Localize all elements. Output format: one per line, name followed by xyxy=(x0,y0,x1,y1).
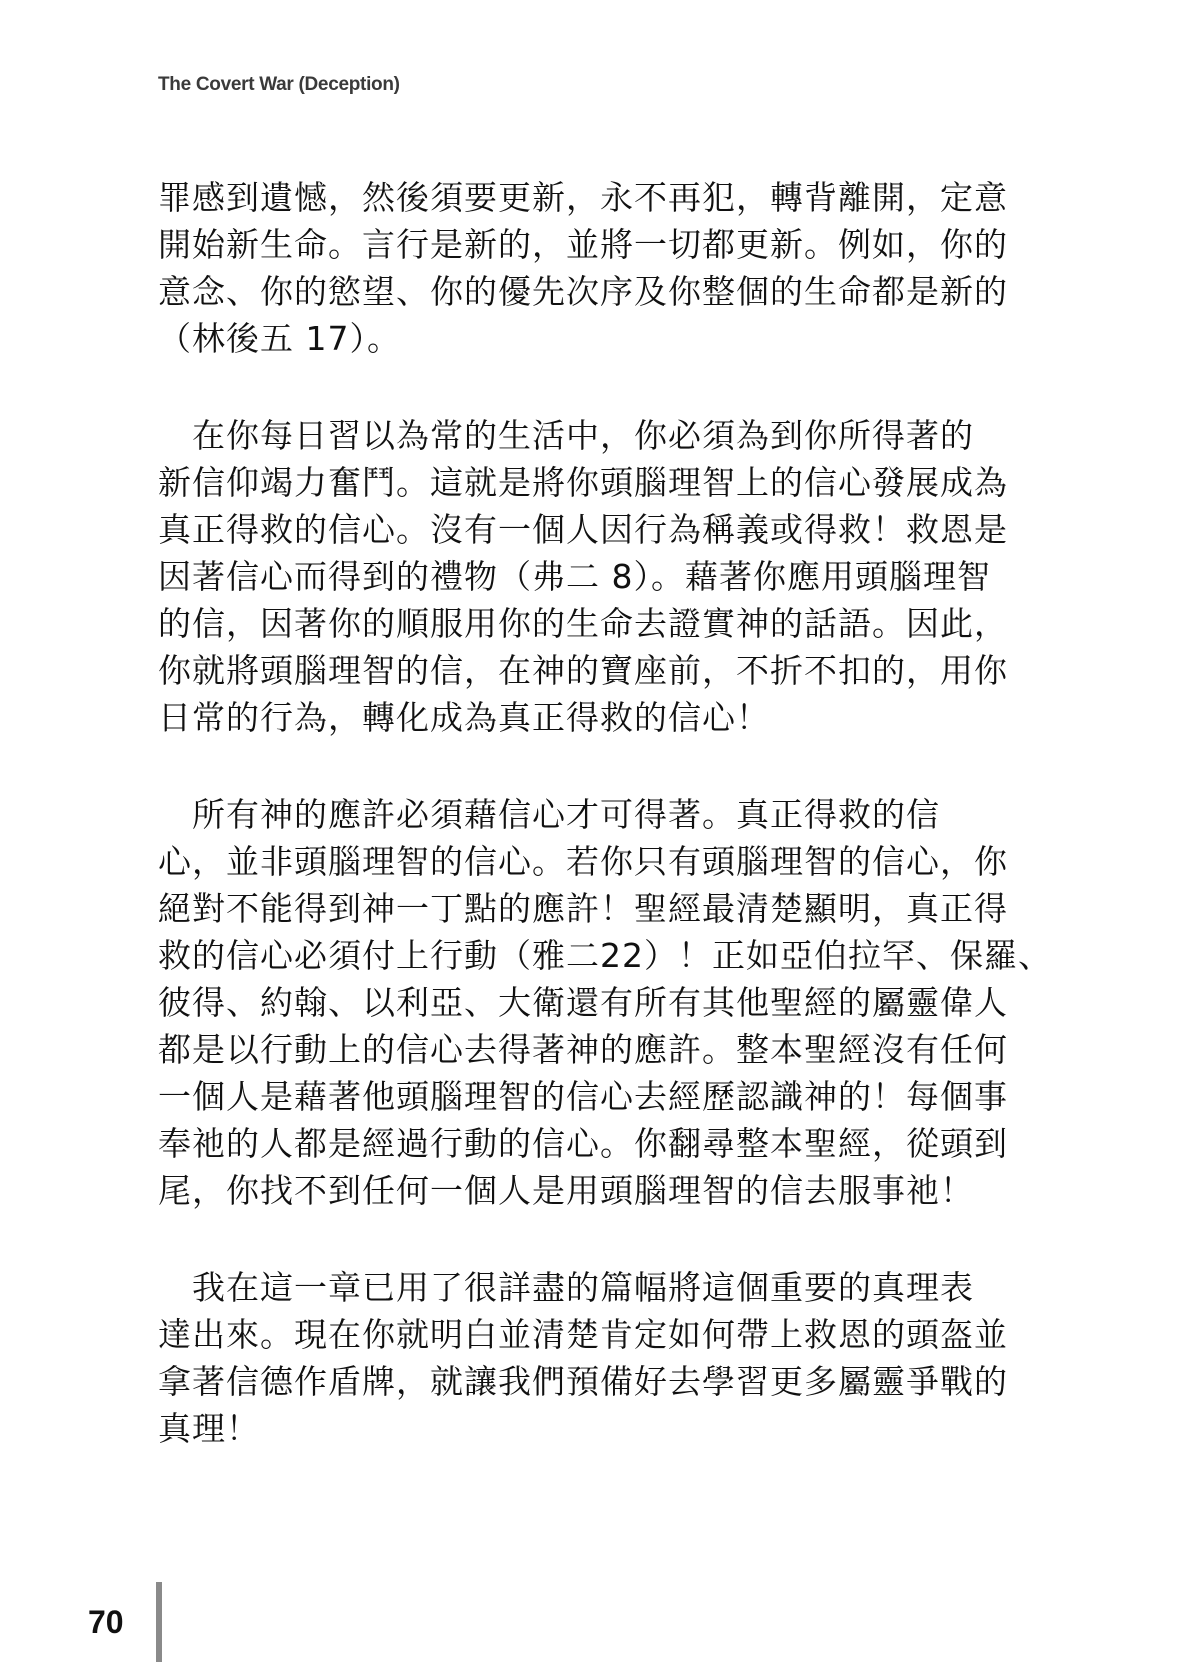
body-text xyxy=(158,174,1052,1502)
text-line: 一個人是藉著他頭腦理智的信心去經歷認識神的！每個事 xyxy=(158,1077,1008,1116)
text-line: （林後五 17）。 xyxy=(158,319,401,358)
text-line: 真正得救的信心。沒有一個人因行為稱義或得救！救恩是 xyxy=(158,510,1008,549)
text-line: 尾，你找不到任何一個人是用頭腦理智的信去服事祂！ xyxy=(158,1171,974,1210)
text-line: 奉祂的人都是經過行動的信心。你翻尋整本聖經，從頭到 xyxy=(158,1124,1008,1163)
text-line: 都是以行動上的信心去得著神的應許。整本聖經沒有任何 xyxy=(158,1030,1008,1069)
text-line: 真理！ xyxy=(158,1409,260,1448)
paragraph xyxy=(158,412,1018,741)
text-line: 絕對不能得到神一丁點的應許！聖經最清楚顯明，真正得 xyxy=(158,889,1008,928)
running-header-title: The Covert War (Deception) xyxy=(158,74,400,95)
paragraph xyxy=(158,174,1018,362)
paragraph xyxy=(158,1264,1018,1452)
text-line: 意念、你的慾望、你的優先次序及你整個的生命都是新的 xyxy=(158,272,1008,311)
text-line: 你就將頭腦理智的信，在神的寶座前，不折不扣的，用你 xyxy=(158,651,1008,690)
text-line: 彼得、約翰、以利亞、大衛還有所有其他聖經的屬靈偉人 xyxy=(158,983,1008,1022)
text-line: 拿著信德作盾牌，就讓我們預備好去學習更多屬靈爭戰的 xyxy=(158,1362,1008,1401)
text-line: 在你每日習以為常的生活中，你必須為到你所得著的 xyxy=(158,416,974,455)
text-line: 因著信心而得到的禮物（弗二 8）。藉著你應用頭腦理智 xyxy=(158,557,991,596)
text-line: 罪感到遺憾，然後須要更新，永不再犯，轉背離開，定意 xyxy=(158,178,1008,217)
text-line: 新信仰竭力奮鬥。這就是將你頭腦理智上的信心發展成為 xyxy=(158,463,1008,502)
page-number: 70 xyxy=(88,1604,124,1640)
text-line: 日常的行為，轉化成為真正得救的信心！ xyxy=(158,698,770,737)
text-line: 我在這一章已用了很詳盡的篇幅將這個重要的真理表 xyxy=(158,1268,974,1307)
text-line: 開始新生命。言行是新的，並將一切都更新。例如，你的 xyxy=(158,225,1008,264)
text-line: 所有神的應許必須藉信心才可得著。真正得救的信 xyxy=(158,795,940,834)
paragraph xyxy=(158,791,1052,1214)
text-line: 心，並非頭腦理智的信心。若你只有頭腦理智的信心，你 xyxy=(158,842,1008,881)
text-line: 的信，因著你的順服用你的生命去證實神的話語。因此， xyxy=(158,604,1008,643)
text-line: 救的信心必須付上行動（雅二22）！正如亞伯拉罕、保羅、 xyxy=(158,936,1052,975)
text-line: 達出來。現在你就明白並清楚肯定如何帶上救恩的頭盔並 xyxy=(158,1315,1008,1354)
page-number-divider xyxy=(156,1582,162,1662)
